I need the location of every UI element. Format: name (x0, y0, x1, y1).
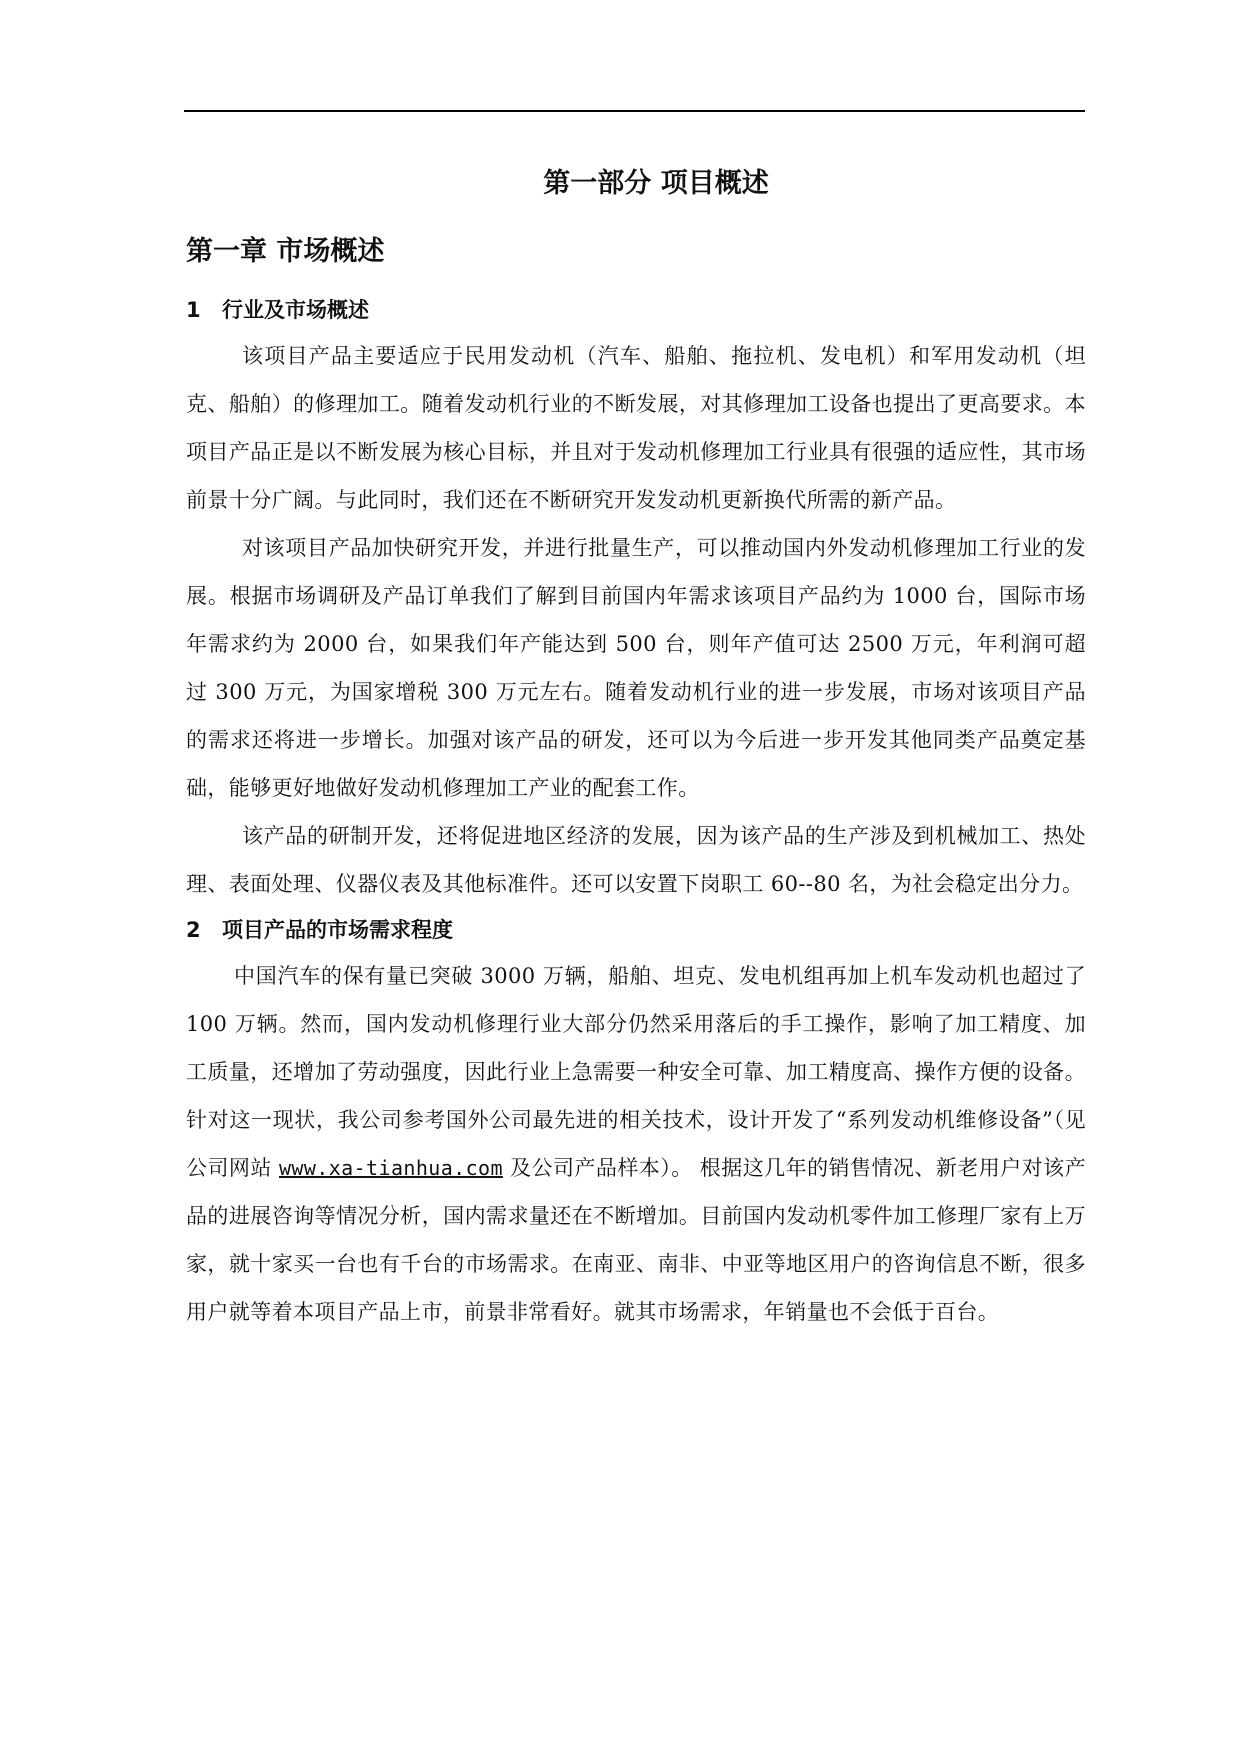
paragraph: 对该项目产品加快研究开发，并进行批量生产，可以推动国内外发动机修理加工行业的发展。根据市场调研及产品订单我们了解到目前国内年需求该项目产品约为 1000 台，国际市场年需求约为 2000 台，如果我们年产能达到 500 台，则年产值可达 2500 万元，年利润可超过 300 万元，为国家增税 300 万元左右。随着发动机行业的进一步发展，市场对该项目产品的需求还将进一步增长。加强对该产品的研发，还可以为今后进一步开发其他同类产品奠定基础，能够更好地做好发动机修理加工产业的配套工作。 (186, 536, 1086, 800)
company-website-link[interactable]: www.xa-tianhua.com (278, 1156, 503, 1180)
paragraph: 该项目产品主要适应于民用发动机（汽车、船舶、拖拉机、发电机）和军用发动机（坦克、船舶）的修理加工。随着发动机行业的不断发展，对其修理加工设备也提出了更高要求。本项目产品正是以不断发展为核心目标，并且对于发动机修理加工行业具有很强的适应性，其市场前景十分广阔。与此同时，我们还在不断研究开发发动机更新换代所需的新产品。 (186, 344, 1086, 512)
section-number: 1 (186, 298, 201, 322)
paragraph-text: 及公司产品样本）。 根据这几年的销售情况、新老用户对该产品的进展咨询等情况分析，国内需求量还在不断增加。目前国内发动机零件加工修理厂家有上万家，就十家买一台也有千台的市场需求。在南亚、南非、中亚等地区用户的咨询信息不断，很多用户就等着本项目产品上市，前景非常看好。就其市场需求，年销量也不会低于百台。 (186, 1156, 1086, 1324)
paragraph-text: 中国汽车的保有量已突破 3000 万辆，船舶、坦克、发电机组再加上机车发动机也超过了 100 万辆。然而，国内发动机修理行业大部分仍然采用落后的手工操作，影响了加工精度、加工质量，还增加了劳动强度，因此行业上急需要一种安全可靠、加工精度高、操作方便的设备。针对这一现状，我公司参考国外公司最先进的相关技术，设计开发了“系列发动机维修设备”（见公司网站 (186, 964, 1086, 1180)
paragraph: 该产品的研制开发，还将促进地区经济的发展，因为该产品的生产涉及到机械加工、热处理、表面处理、仪器仪表及其他标准件。还可以安置下岗职工 60--80 名，为社会稳定出分力。 (186, 824, 1086, 896)
section-heading-1 (186, 292, 1086, 328)
chapter-title: 第一章 市场概述 (186, 236, 385, 267)
header-rule (184, 110, 1085, 112)
section-title-text: 行业及市场概述 (222, 298, 369, 322)
part-title: 第一部分 项目概述 (543, 168, 769, 199)
section-number: 2 (186, 918, 201, 942)
paragraph (186, 952, 1086, 1336)
section-heading-2 (186, 912, 1086, 948)
document-body (186, 162, 1086, 1336)
section-title-text: 项目产品的市场需求程度 (222, 918, 453, 942)
